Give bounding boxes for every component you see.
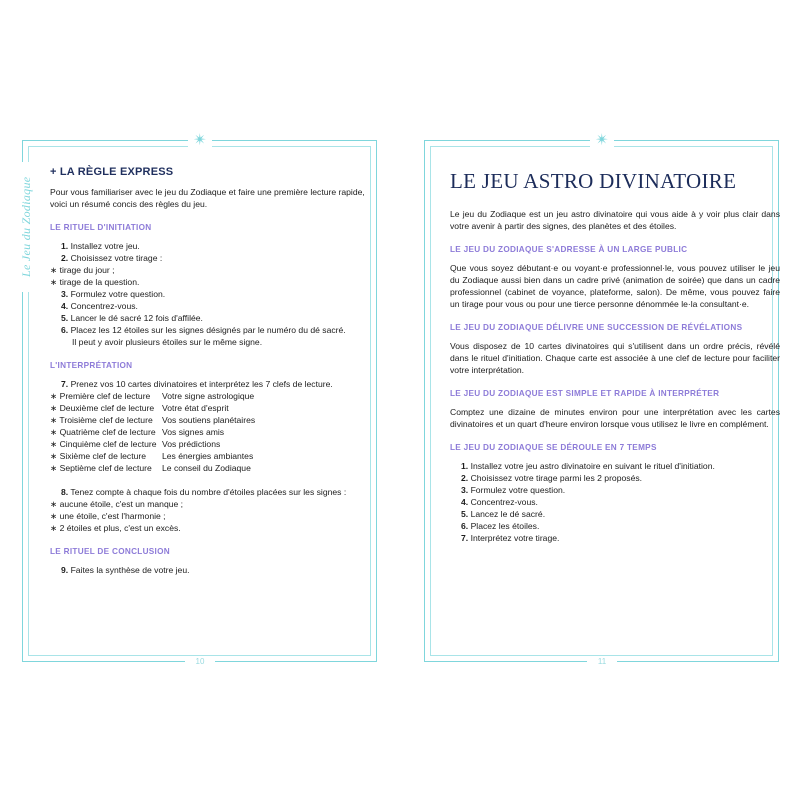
list-item: 9. Faites la synthèse de votre jeu. <box>61 565 190 575</box>
list-item: 2. Choisissez votre tirage parmi les 2 proposés. <box>461 473 643 483</box>
right-page-content <box>450 168 780 556</box>
steps-heading: LE JEU DU ZODIAQUE SE DÉROULE EN 7 TEMPS <box>450 443 657 452</box>
list-item: 6. Placez les 12 étoiles sur les signes désignés par le numéro du dé sacré. <box>61 325 346 335</box>
list-item: ∗ tirage du jour ; <box>50 265 115 275</box>
list-item: ∗ 2 étoiles et plus, c'est un excès. <box>50 523 181 533</box>
list-item: 6. Placez les étoiles. <box>461 521 540 531</box>
initiation-steps-continued <box>50 288 375 348</box>
table-row: ∗ Première clef de lecture Votre signe astrologique <box>50 391 255 401</box>
list-item: 1. Installez votre jeu astro divinatoire en suivant le rituel d'initiation. <box>461 461 715 471</box>
list-item: ∗ une étoile, c'est l'harmonie ; <box>50 511 166 521</box>
left-page-content <box>50 166 375 588</box>
list-item: 4. Concentrez-vous. <box>61 301 138 311</box>
intro-paragraph: Pour vous familiariser avec le jeu du Zodiaque et faire une première lecture rapide, voici un résumé concis des règles du jeu. <box>50 187 365 209</box>
list-item: ∗ tirage de la question. <box>50 277 140 287</box>
list-item: 7. Interprétez votre tirage. <box>461 533 560 543</box>
star-ornament-icon: ✴ <box>188 130 212 150</box>
table-row: ∗ Quatrième clef de lecture Vos signes amis <box>50 427 225 437</box>
table-row: ∗ Troisième clef de lecture Vos soutiens planétaires <box>50 415 256 425</box>
section-heading: LE JEU DU ZODIAQUE DÉLIVRE UNE SUCCESSION DE RÉVÉLATIONS <box>450 323 743 332</box>
list-item: 7. Prenez vos 10 cartes divinatoires et interprétez les 7 clefs de lecture. <box>61 379 333 389</box>
list-item: 3. Formulez votre question. <box>61 289 166 299</box>
section-paragraph: Comptez une dizaine de minutes environ pour une interprétation avec les cartes divinatoires et un quart d'heure environ lorsque vous utilisez le livre en complément. <box>450 407 780 429</box>
section-paragraph: Que vous soyez débutant·e ou voyant·e professionnel·le, vous pouvez utiliser le jeu du Zodiaque aussi bien dans un cadre privé (animation de soirée) que dans un cadre professionnel (cabinet de voyance, plateforme, salon). De même, vous pouvez faire un tirage pour vous ou pour une tierce personne dénommée le·la consultant·e. <box>450 263 780 309</box>
section-title: + LA RÈGLE EXPRESS <box>50 166 174 178</box>
interpretation-step8 <box>50 486 375 498</box>
star-ornament-icon: ✴ <box>590 130 614 150</box>
interpretation-heading: L'INTERPRÉTATION <box>50 361 133 370</box>
list-item: 3. Formulez votre question. <box>461 485 566 495</box>
list-item: 5. Lancez le dé sacré. <box>461 509 546 519</box>
initiation-heading: LE RITUEL D'INITIATION <box>50 223 152 232</box>
table-row: ∗ Septième clef de lecture Le conseil du Zodiaque <box>50 463 251 473</box>
list-item: 1. Installez votre jeu. <box>61 241 140 251</box>
list-item: ∗ aucune étoile, c'est un manque ; <box>50 499 184 509</box>
list-item: 2. Choisissez votre tirage : <box>61 253 163 263</box>
section-paragraph: Vous disposez de 10 cartes divinatoires qui s'utilisent dans un ordre précis, révélé dans le rituel d'initiation. Chaque carte est associée à une clef de lecture pour faciliter votre interprétation. <box>450 341 780 375</box>
spine-title: Le Jeu du Zodiaque <box>19 162 39 292</box>
initiation-steps <box>50 240 375 264</box>
page-title: LE JEU ASTRO DIVINATOIRE <box>450 169 737 193</box>
conclusion-heading: LE RITUEL DE CONCLUSION <box>50 547 171 556</box>
list-item: 5. Lancer le dé sacré 12 fois d'affilée. <box>61 313 203 323</box>
intro-paragraph: Le jeu du Zodiaque est un jeu astro divinatoire qui vous aide à y voir plus clair dans votre avenir à partir des signes, des planètes et des étoiles. <box>450 209 780 231</box>
section-heading: LE JEU DU ZODIAQUE S'ADRESSE À UN LARGE PUBLIC <box>450 245 688 254</box>
left-page-number: 10 <box>185 656 215 668</box>
tirage-options <box>50 264 375 288</box>
right-page-number: 11 <box>587 656 617 668</box>
section-heading: LE JEU DU ZODIAQUE EST SIMPLE ET RAPIDE À INTERPRÉTER <box>450 389 720 398</box>
steps-list <box>450 460 780 544</box>
star-count-list <box>50 498 375 534</box>
table-row: ∗ Sixième clef de lecture Les énergies ambiantes <box>50 451 254 461</box>
reading-keys-table <box>50 390 375 474</box>
list-item: 8. Tenez compte à chaque fois du nombre d'étoiles placées sur les signes : <box>61 487 347 497</box>
list-item-note: Il peut y avoir plusieurs étoiles sur le même signe. <box>72 337 263 347</box>
list-item: 4. Concentrez-vous. <box>461 497 538 507</box>
table-row: ∗ Cinquième clef de lecture Vos prédictions <box>50 439 221 449</box>
interpretation-step7 <box>50 378 375 390</box>
table-row: ∗ Deuxième clef de lecture Votre état d'esprit <box>50 403 229 413</box>
conclusion-step9 <box>50 564 375 576</box>
